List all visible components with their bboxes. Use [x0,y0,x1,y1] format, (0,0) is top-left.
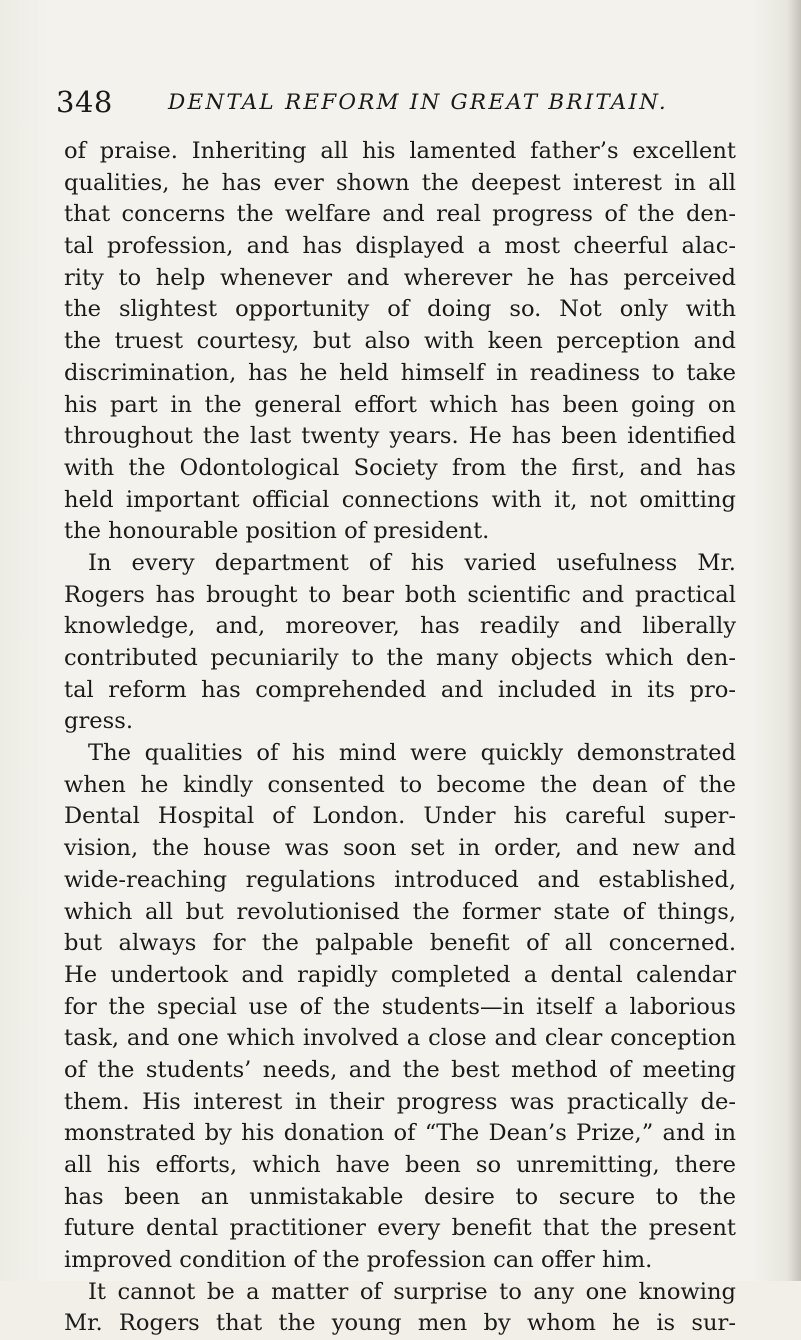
text-line: tal reform has comprehended and included in its pro- [64,676,736,703]
text-line: contributed pecuniarily to the many objects which den- [64,645,736,671]
text-line: wide-reaching regulations introduced and established, [64,866,736,893]
text-line: monstrated by his donation of “The Dean’s Prize,” and in [64,1120,736,1147]
paragraph-end-line: improved condition of the profession can offer him. [64,1247,653,1274]
text-line: which all but revolutionised the former state of things, [64,898,736,925]
text-line: with the Odontological Society from the first, and has [64,454,736,481]
text-line: when he kindly consented to become the dean of the [64,771,736,798]
text-line: future dental practitioner every benefit that the present [64,1215,736,1242]
text-line: Rogers has brought to bear both scientific and practical [64,581,736,608]
text-line: that concerns the welfare and real progress of the den- [64,201,736,228]
text-line: of praise. Inheriting all his lamented father’s excellent [64,138,736,164]
text-line: all his efforts, which have been so unremitting, there [64,1152,736,1178]
page-header [56,84,756,124]
text-line: Mr. Rogers that the young men by whom he is sur- [64,1310,736,1337]
text-line: qualities, he has ever shown the deepest interest in all [64,169,736,196]
text-line: discrimination, has he held himself in readiness to take [64,359,736,386]
text-line: throughout the last twenty years. He has been identified [64,423,736,450]
paragraph-end-line: gress. [64,708,134,735]
text-line: the truest courtesy, but also with keen perception and [64,328,736,355]
text-line: the slightest opportunity of doing so. Not only with [64,296,736,323]
paragraph-start-line: In every department of his varied usefulness Mr. [88,549,736,576]
paragraph-start-line: The qualities of his mind were quickly demonstrated [88,740,736,767]
text-line: He undertook and rapidly completed a dental calendar [64,961,736,988]
running-title: DENTAL REFORM IN GREAT BRITAIN. [168,90,668,115]
paragraph-end-line: the honourable position of president. [64,518,490,545]
text-line: but always for the palpable benefit of all concerned. [64,930,736,957]
text-line: rity to help whenever and wherever he has perceived [64,264,736,291]
page-edge-shadow [787,0,801,1281]
text-line: Dental Hospital of London. Under his careful super- [64,803,736,830]
text-line: for the special use of the students—in itself a laborious [64,993,736,1020]
paragraph-start-line: It cannot be a matter of surprise to any one knowing [88,1278,736,1305]
text-line: vision, the house was soon set in order, and new and [64,835,736,862]
text-line: knowledge, and, moreover, has readily and liberally [64,613,736,640]
text-line: tal profession, and has displayed a most cheerful alac- [64,233,736,260]
text-line: held important official connections with it, not omitting [64,486,736,513]
page-number: 348 [56,85,113,119]
text-line: of the students’ needs, and the best method of meeting [64,1056,736,1083]
text-line: task, and one which involved a close and clear conception [64,1025,736,1052]
text-line: them. His interest in their progress was practically de- [64,1088,736,1115]
body-text [64,136,736,1340]
text-line: his part in the general effort which has been going on [64,391,736,418]
text-line: has been an unmistakable desire to secure to the [64,1183,736,1210]
